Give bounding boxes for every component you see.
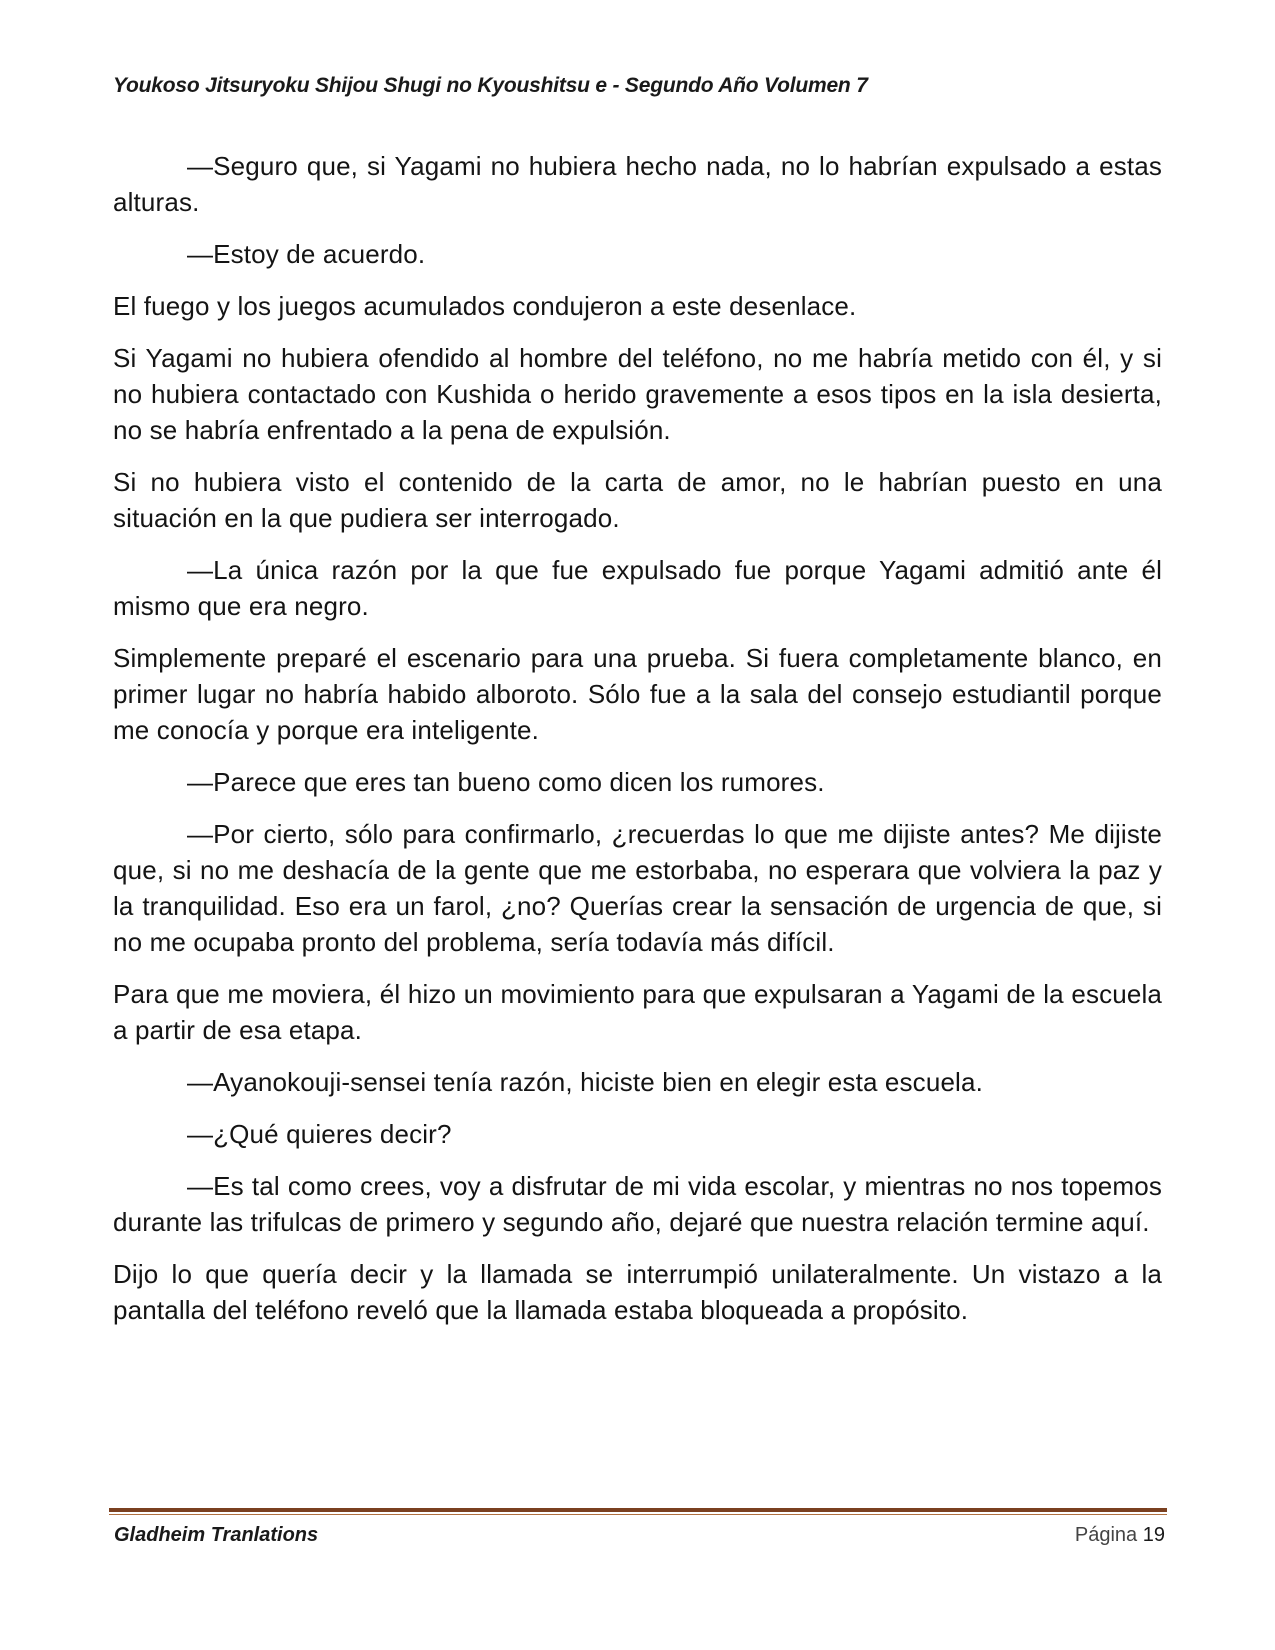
page-number: 19 — [1142, 1524, 1165, 1546]
paragraph-9: —Por cierto, sólo para confirmarlo, ¿recuerdas lo que me dijiste antes? Me dijiste que, si no me deshacía de la gente que me estorbaba, no esperara que volviera la paz y la tranquilidad. Eso era un farol, ¿no? Querías crear la sensación de urgencia de que, si no me ocupaba pronto del problema, sería todavía más difícil. — [113, 819, 1162, 957]
footer-divider — [109, 1508, 1167, 1512]
paragraph-8: —Parece que eres tan bueno como dicen los rumores. — [187, 767, 825, 797]
paragraph-14: Dijo lo que quería decir y la llamada se interrumpió unilateralmente. Un vistazo a la pantalla del teléfono reveló que la llamada estaba bloqueada a propósito. — [113, 1259, 1162, 1325]
paragraph-3: El fuego y los juegos acumulados condujeron a este desenlace. — [113, 291, 857, 321]
body-text — [113, 148, 1162, 1344]
paragraph-1: —Seguro que, si Yagami no hubiera hecho nada, no lo habrían expulsado a estas alturas. — [113, 151, 1162, 217]
paragraph-5: Si no hubiera visto el contenido de la carta de amor, no le habrían puesto en una situación en la que pudiera ser interrogado. — [113, 467, 1162, 533]
page-header-title: Youkoso Jitsuryoku Shijou Shugi no Kyoushitsu e - Segundo Año Volumen 7 — [113, 74, 868, 97]
footer-credit: Gladheim Tranlations — [114, 1524, 319, 1546]
paragraph-10: Para que me moviera, él hizo un movimiento para que expulsaran a Yagami de la escuela a partir de esa etapa. — [113, 979, 1162, 1045]
paragraph-12: —¿Qué quieres decir? — [187, 1119, 452, 1149]
page-number-label — [1075, 1524, 1165, 1547]
paragraph-6: —La única razón por la que fue expulsado fue porque Yagami admitió ante él mismo que era negro. — [113, 555, 1162, 621]
paragraph-2: —Estoy de acuerdo. — [187, 239, 426, 269]
paragraph-4: Si Yagami no hubiera ofendido al hombre del teléfono, no me habría metido con él, y si no hubiera contactado con Kushida o herido gravemente a esos tipos en la isla desierta, no se habría enfrentado a la pena de expulsión. — [113, 343, 1162, 445]
paragraph-11: —Ayanokouji-sensei tenía razón, hiciste bien en elegir esta escuela. — [187, 1067, 983, 1097]
page-label: Página — [1074, 1524, 1138, 1546]
footer-divider-thin — [109, 1514, 1167, 1515]
paragraph-13: —Es tal como crees, voy a disfrutar de mi vida escolar, y mientras no nos topemos durante las trifulcas de primero y segundo año, dejaré que nuestra relación termine aquí. — [113, 1171, 1162, 1237]
paragraph-7: Simplemente preparé el escenario para una prueba. Si fuera completamente blanco, en primer lugar no habría habido alboroto. Sólo fue a la sala del consejo estudiantil porque me conocía y porque era inteligente. — [113, 643, 1162, 745]
